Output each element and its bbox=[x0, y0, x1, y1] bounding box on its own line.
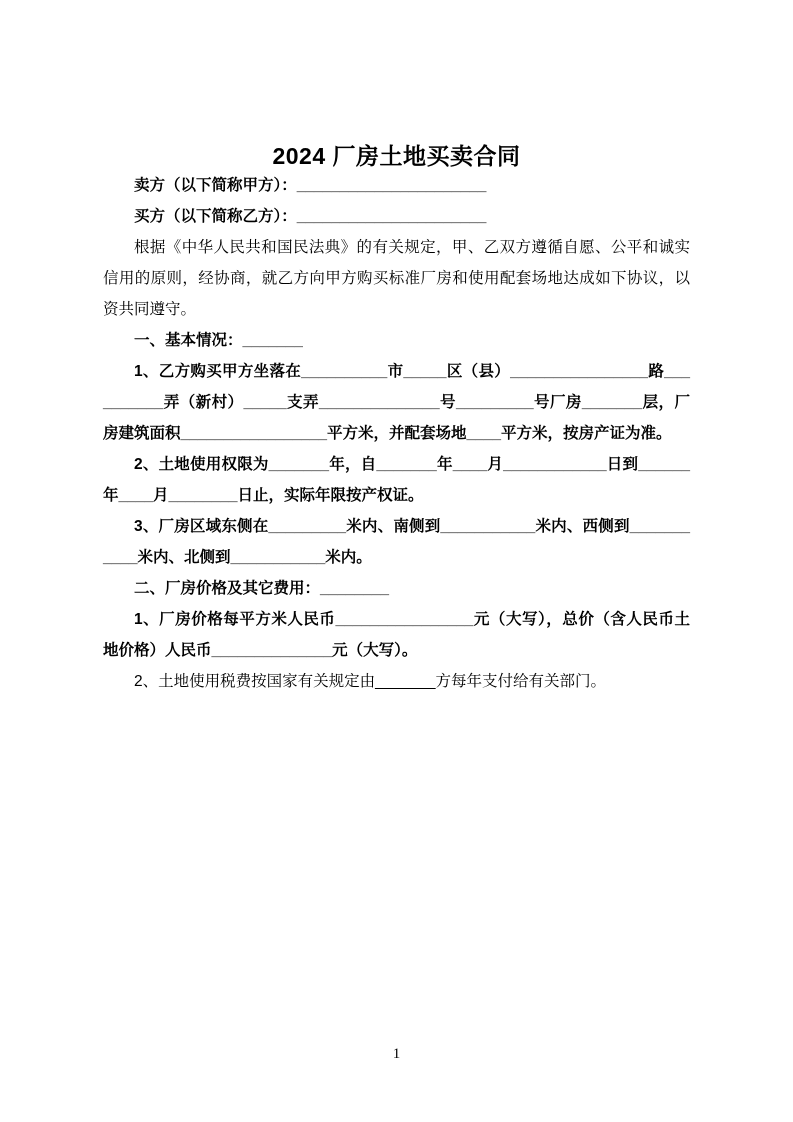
document-title: 2024 厂房土地买卖合同 bbox=[272, 143, 521, 169]
section-1-item-2: 2、土地使用权限为_______年，自_______年____月____________日到______年____月________日止，实际年限按产权证。 bbox=[103, 456, 690, 504]
section-2-item-2: 2、土地使用税费按国家有关规定由_______方每年支付给有关部门。 bbox=[134, 673, 606, 690]
contract-body bbox=[103, 0, 690, 697]
preamble-paragraph: 根据《中华人民共和国民法典》的有关规定，甲、乙双方遵循自愿、公平和诚实信用的原则，经协商，就乙方向甲方购买标准厂房和使用配套场地达成如下协议，以资共同遵守。 bbox=[103, 239, 690, 318]
section-1-item-1: 1、乙方购买甲方坐落在__________市_____区（县）________________路__________弄（新村）_____支弄______________号_________号厂房_______层，厂房建筑面积_________________平方米，并配套场地____平方米，按房产证为准。 bbox=[103, 363, 690, 442]
buyer-party-line: 买方（以下简称乙方）：______________________ bbox=[134, 208, 487, 225]
page-footer bbox=[0, 1044, 793, 1064]
page-number: 1 bbox=[392, 1046, 401, 1062]
section-1-item-3: 3、厂房区域东侧在_________米内、南侧到___________米内、西侧到___________米内、北侧到___________米内。 bbox=[103, 518, 690, 566]
section-1-heading: 一、基本情况：_______ bbox=[134, 332, 303, 349]
section-2-item-1: 1、厂房价格每平方米人民币________________元（大写），总价（含人民币土地价格）人民币______________元（大写）。 bbox=[103, 611, 690, 659]
section-2-heading: 二、厂房价格及其它费用：________ bbox=[134, 580, 389, 597]
seller-party-line: 卖方（以下简称甲方）：______________________ bbox=[134, 177, 487, 194]
